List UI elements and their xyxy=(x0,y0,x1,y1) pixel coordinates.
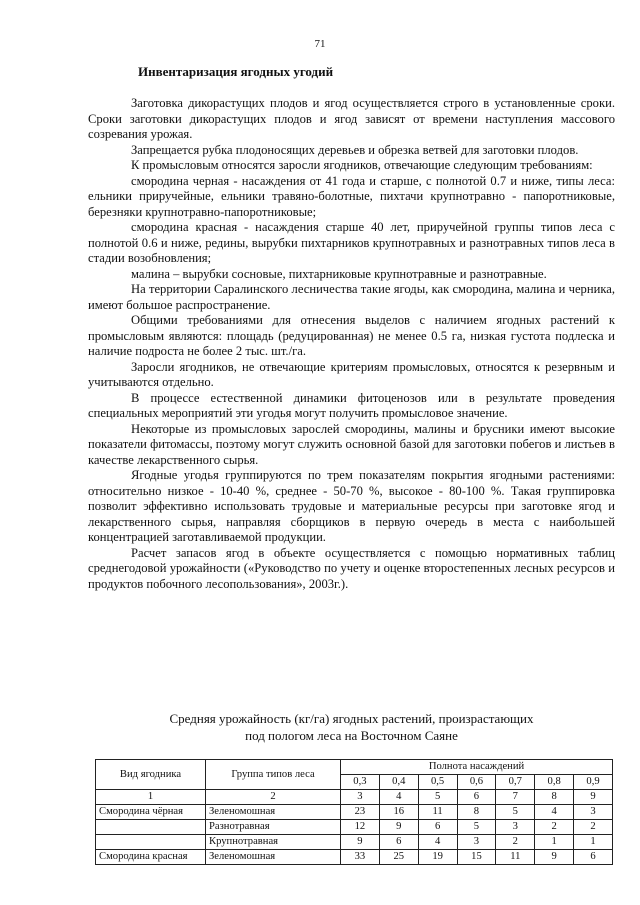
value-cell: 8 xyxy=(457,805,496,820)
species-cell xyxy=(96,835,206,850)
value-cell: 9 xyxy=(379,820,418,835)
forest-group-cell: Крупнотравная xyxy=(206,835,341,850)
value-cell: 16 xyxy=(379,805,418,820)
header-density-group: Полнота насаждений xyxy=(341,760,613,775)
header-density: 0,8 xyxy=(535,775,574,790)
header-forest-group: Группа типов леса xyxy=(206,760,341,790)
paragraph: Заготовка дикорастущих плодов и ягод осуществляется строго в установленные сроки. Сроки заготовки дикорастущих плодов и ягод зависят от времени наступления массового созревания урожая. xyxy=(88,96,615,141)
paragraph: смородина черная - насаждения от 41 года и старше, с полнотой 0.7 и ниже, типы леса: ельники приручейные, ельники травяно-болотные, пихтачи крупнотравно - папоротниковые, березняки крупнотравно-папоротниковые; xyxy=(88,173,615,219)
value-cell: 12 xyxy=(341,820,380,835)
value-cell: 3 xyxy=(496,820,535,835)
section-title: Инвентаризация ягодных угодий xyxy=(138,64,334,79)
header-density: 0,6 xyxy=(457,775,496,790)
value-cell: 11 xyxy=(496,850,535,865)
value-cell: 9 xyxy=(535,850,574,865)
column-number: 4 xyxy=(379,790,418,805)
paragraph: смородина красная - насаждения старше 40 лет, приручейной группы типов леса с полнотой 0.6 и ниже, редины, вырубки пихтарников крупнотравных и разнотравных типов леса в стадии возобновления; xyxy=(88,220,615,265)
table-row xyxy=(96,805,613,820)
column-number: 6 xyxy=(457,790,496,805)
value-cell: 2 xyxy=(574,820,613,835)
column-number: 3 xyxy=(341,790,380,805)
column-number: 2 xyxy=(206,790,341,805)
value-cell: 2 xyxy=(535,820,574,835)
table-caption-line: под пологом леса на Восточном Саяне xyxy=(245,728,458,743)
table-row xyxy=(96,850,613,865)
value-cell: 1 xyxy=(535,835,574,850)
header-density: 0,7 xyxy=(496,775,535,790)
yield-table xyxy=(95,759,613,865)
body-text xyxy=(88,96,615,592)
paragraph: На территории Саралинского лесничества такие ягоды, как смородина, малина и черника, имеют большое распространение. xyxy=(88,282,615,312)
value-cell: 25 xyxy=(379,850,418,865)
column-number: 1 xyxy=(96,790,206,805)
value-cell: 4 xyxy=(535,805,574,820)
column-number: 8 xyxy=(535,790,574,805)
paragraph: Запрещается рубка плодоносящих деревьев и обрезка ветвей для заготовки плодов. xyxy=(131,142,579,157)
value-cell: 3 xyxy=(457,835,496,850)
paragraph: В процессе естественной динамики фитоценозов или в результате проведения специальных мероприятий эти угодья могут получить промысловое значение. xyxy=(88,390,615,420)
value-cell: 5 xyxy=(496,805,535,820)
value-cell: 4 xyxy=(418,835,457,850)
column-number-row xyxy=(96,790,613,805)
value-cell: 11 xyxy=(418,805,457,820)
page-number: 71 xyxy=(314,38,326,50)
paragraph: Заросли ягодников, не отвечающие критериям промысловых, относятся к резервным и учитываются отдельно. xyxy=(88,359,615,389)
paragraph: К промысловым относятся заросли ягодников, отвечающие следующим требованиям: xyxy=(131,158,593,172)
column-number: 5 xyxy=(418,790,457,805)
table-caption xyxy=(88,710,615,744)
value-cell: 3 xyxy=(574,805,613,820)
value-cell: 33 xyxy=(341,850,380,865)
header-density: 0,5 xyxy=(418,775,457,790)
value-cell: 5 xyxy=(457,820,496,835)
table-row xyxy=(96,820,613,835)
value-cell: 15 xyxy=(457,850,496,865)
paragraph: Расчет запасов ягод в объекте осуществляется с помощью нормативных таблиц среднегодовой урожайности («Руководство по учету и оценке второстепенных лесных ресурсов и продуктов побочного лесопользования», 2003г.). xyxy=(88,545,615,591)
value-cell: 2 xyxy=(496,835,535,850)
species-cell xyxy=(96,820,206,835)
value-cell: 19 xyxy=(418,850,457,865)
value-cell: 6 xyxy=(574,850,613,865)
paragraph: малина – вырубки сосновые, пихтарниковые крупнотравные и разнотравные. xyxy=(131,266,547,281)
header-density: 0,3 xyxy=(341,775,380,790)
value-cell: 6 xyxy=(379,835,418,850)
paragraph: Ягодные угодья группируются по трем показателям покрытия ягодными растениями: относительно низкое - 10-40 %, среднее - 50-70 %, высокое - 80-100 %. Такая группировка позволит эффективно использовать трудовые и материальные ресурсы при заготовке ягод и лекарственного сырья, направляя сборщиков в первую очередь в места с наибольшей концентрацией заготавливаемой продукции. xyxy=(88,468,615,544)
column-number: 7 xyxy=(496,790,535,805)
header-species: Вид ягодника xyxy=(96,760,206,790)
forest-group-cell: Зеленомошная xyxy=(206,805,341,820)
paragraph: Общими требованиями для отнесения выделов с наличием ягодных растений к промысловым являются: площадь (редуцированная) не менее 0.5 га, низкая густота подлеска и наличие подроста не более 2 тыс. шт./га. xyxy=(88,313,615,358)
column-number: 9 xyxy=(574,790,613,805)
value-cell: 23 xyxy=(341,805,380,820)
value-cell: 1 xyxy=(574,835,613,850)
table-row xyxy=(96,835,613,850)
table-caption-line: Средняя урожайность (кг/га) ягодных растений, произрастающих xyxy=(169,711,534,726)
header-density: 0,9 xyxy=(574,775,613,790)
species-cell: Смородина чёрная xyxy=(96,805,206,820)
value-cell: 6 xyxy=(418,820,457,835)
species-cell: Смородина красная xyxy=(96,850,206,865)
header-density: 0,4 xyxy=(379,775,418,790)
forest-group-cell: Разнотравная xyxy=(206,820,341,835)
value-cell: 9 xyxy=(341,835,380,850)
forest-group-cell: Зеленомошная xyxy=(206,850,341,865)
paragraph: Некоторые из промысловых зарослей смородины, малины и брусники имеют высокие показатели фитомассы, поэтому могут служить основной базой для заготовки побегов и листьев в качестве лекарственного сырья. xyxy=(88,421,615,467)
